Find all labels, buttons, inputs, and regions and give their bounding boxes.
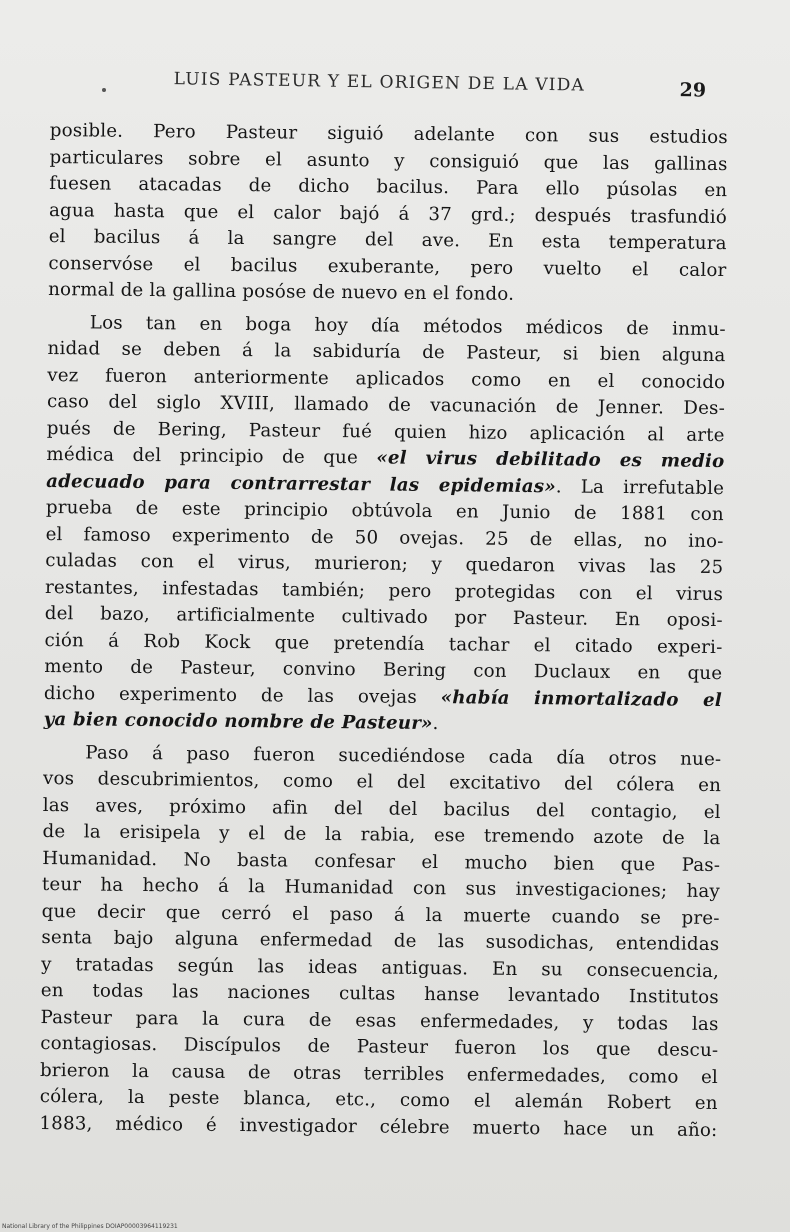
line-text: particulares sobre el asunto y consiguió que las gallinas (49, 146, 728, 175)
line-text: vos descubrimientos, como el del excitativo del cólera en (42, 767, 722, 797)
line-text: médica del principio de que (46, 443, 377, 469)
line-text: ción á Rob Kock que pretendía tachar el citado experi- (44, 629, 723, 658)
quotation-text: ya bien conocido nombre de Pasteur» (43, 708, 433, 735)
running-title: LUIS PASTEUR Y EL ORIGEN DE LA VIDA (173, 69, 586, 96)
paragraph (44, 309, 726, 740)
line-text: caso del siglo XVIII, llamado de vacunación de Jenner. Des- (46, 390, 726, 420)
paragraph (39, 739, 721, 1144)
line-text: fuesen atacadas de dicho bacilus. Para ello púsolas en (49, 172, 728, 202)
line-text: dicho experimento de las ovejas (43, 682, 441, 708)
line-text: Humanidad. No basta confesar el mucho bien que Pas- (42, 847, 721, 876)
line-text: . La irrefutable (555, 475, 725, 499)
line-text: conservóse el bacilus exuberante, pero vuelto el calor (48, 252, 727, 281)
line-text: que decir que cerró el paso á la muerte cuando se pre- (41, 900, 720, 929)
line-text: posible. Pero Pasteur siguió adelante con sus estudios (49, 119, 728, 149)
line-text: . (432, 713, 439, 735)
page-header (99, 62, 720, 112)
paragraph (48, 118, 728, 311)
line-text: mento de Pasteur, convino Bering con Duclaux en que (44, 655, 723, 685)
line-text: prueba de este principio obtúvola en Junio de 1881 con (45, 496, 724, 526)
page-number: 29 (679, 79, 707, 102)
line-text: en todas las naciones cultas hanse levantado Institutos (40, 979, 719, 1009)
line-text: vez fueron anteriormente aplicados como en el conocido (47, 364, 726, 393)
line-text: pués de Bering, Pasteur fué quien hizo aplicación al arte (46, 417, 725, 446)
print-speck (102, 88, 106, 92)
line-text: teur ha hecho á la Humanidad con sus investigaciones; hay (41, 873, 721, 903)
line-text: culadas con el virus, murieron; y quedaron vivas las 25 (45, 549, 724, 579)
body-text (39, 118, 728, 1144)
line-text: Los tan en boga hoy día métodos médicos de inmu- (89, 311, 726, 340)
line-text: Pasteur para la cura de esas enfermedades, y todas las (40, 1006, 719, 1035)
line-text: contagiosas. Discípulos de Pasteur fueron los que descu- (40, 1032, 719, 1062)
line-text: el famoso experimento de 50 ovejas. 25 de ellas, no ino- (45, 523, 724, 552)
line-text: las aves, próximo afin del del bacilus del contagio, el (42, 794, 721, 823)
line-text: el bacilus á la sangre del ave. En esta temperatura (48, 225, 727, 255)
line-text: Paso á paso fueron sucediéndose cada día otros nue- (85, 741, 722, 770)
line-text: del bazo, artificialmente cultivado por Pasteur. En oposi- (44, 602, 723, 632)
quotation-text: adecuado para contrarrestar las epidemias» (46, 470, 556, 497)
line-text: brieron la causa de otras terribles enfermedades, como el (39, 1059, 719, 1088)
line-text: y tratadas según las ideas antiguas. En su consecuencia, (41, 953, 720, 982)
line-text: normal de la gallina posóse de nuevo en el fondo. (48, 278, 515, 305)
line-text: nidad se deben á la sabiduría de Pasteur, si bien alguna (47, 337, 726, 367)
line-text: senta bajo alguna enfermedad de las susodichas, entendidas (41, 926, 720, 956)
line-text: restantes, infestadas también; pero protegidas con el virus (44, 576, 724, 605)
line-text: cólera, la peste blanca, etc., como el alemán Robert en (39, 1085, 718, 1115)
scan-credit: National Library of the Philippines DOIAP00003964119231 (2, 1223, 178, 1230)
line-text: de la erisipela y el de la rabia, ese tremendo azote de la (42, 820, 721, 850)
line-text: 1883, médico é investigador célebre muerto hace un año: (39, 1112, 718, 1141)
line-text: agua hasta que el calor bajó á 37 grd.; después trasfundió (48, 199, 728, 228)
quotation-text: «había inmortalizado el (440, 686, 723, 711)
quotation-text: «el virus debilitado es medio (376, 447, 725, 473)
